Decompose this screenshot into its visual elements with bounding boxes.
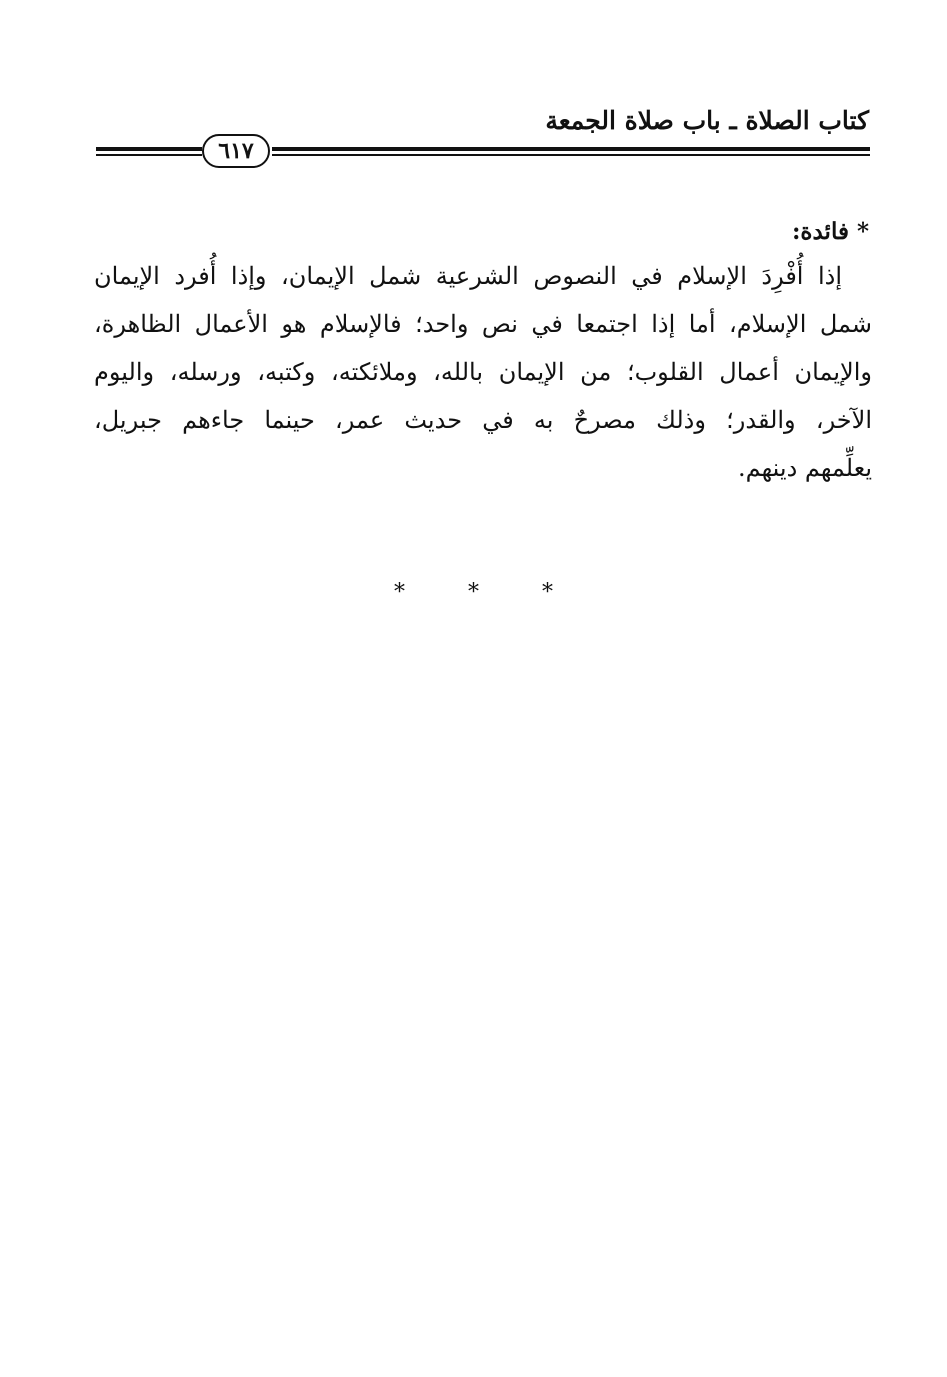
running-title: كتاب الصلاة ـ باب صلاة الجمعة xyxy=(545,106,869,135)
note-heading: * فائدة: xyxy=(791,218,869,245)
header-rule-thick xyxy=(96,147,202,151)
header-rule-thick xyxy=(272,147,870,151)
header-rule-left xyxy=(96,146,202,158)
header-rule-thin xyxy=(272,154,870,156)
paragraph-line: شمل الإسلام، أما إذا اجتمعا في نص واحد؛ فالإسلام هو الأعمال الظاهرة، xyxy=(94,310,872,338)
page-number: ٦١٧ xyxy=(202,134,270,168)
header-rule-right xyxy=(272,146,870,158)
note-paragraph xyxy=(94,252,872,492)
paragraph-line: إذا أُفْرِدَ الإسلام في النصوص الشرعية شمل الإيمان، وإذا أُفرد الإيمان xyxy=(94,262,842,290)
paragraph-line: والإيمان أعمال القلوب؛ من الإيمان بالله، وملائكته، وكتبه، ورسله، واليوم xyxy=(94,358,872,386)
paragraph-line: يعلِّمهم دينهم. xyxy=(737,454,872,482)
section-separator: * * * xyxy=(394,580,581,605)
header-rule-thin xyxy=(96,154,202,156)
paragraph-line: الآخر، والقدر؛ وذلك مصرحٌ به في حديث عمر، حينما جاءهم جبريل، xyxy=(94,406,872,434)
